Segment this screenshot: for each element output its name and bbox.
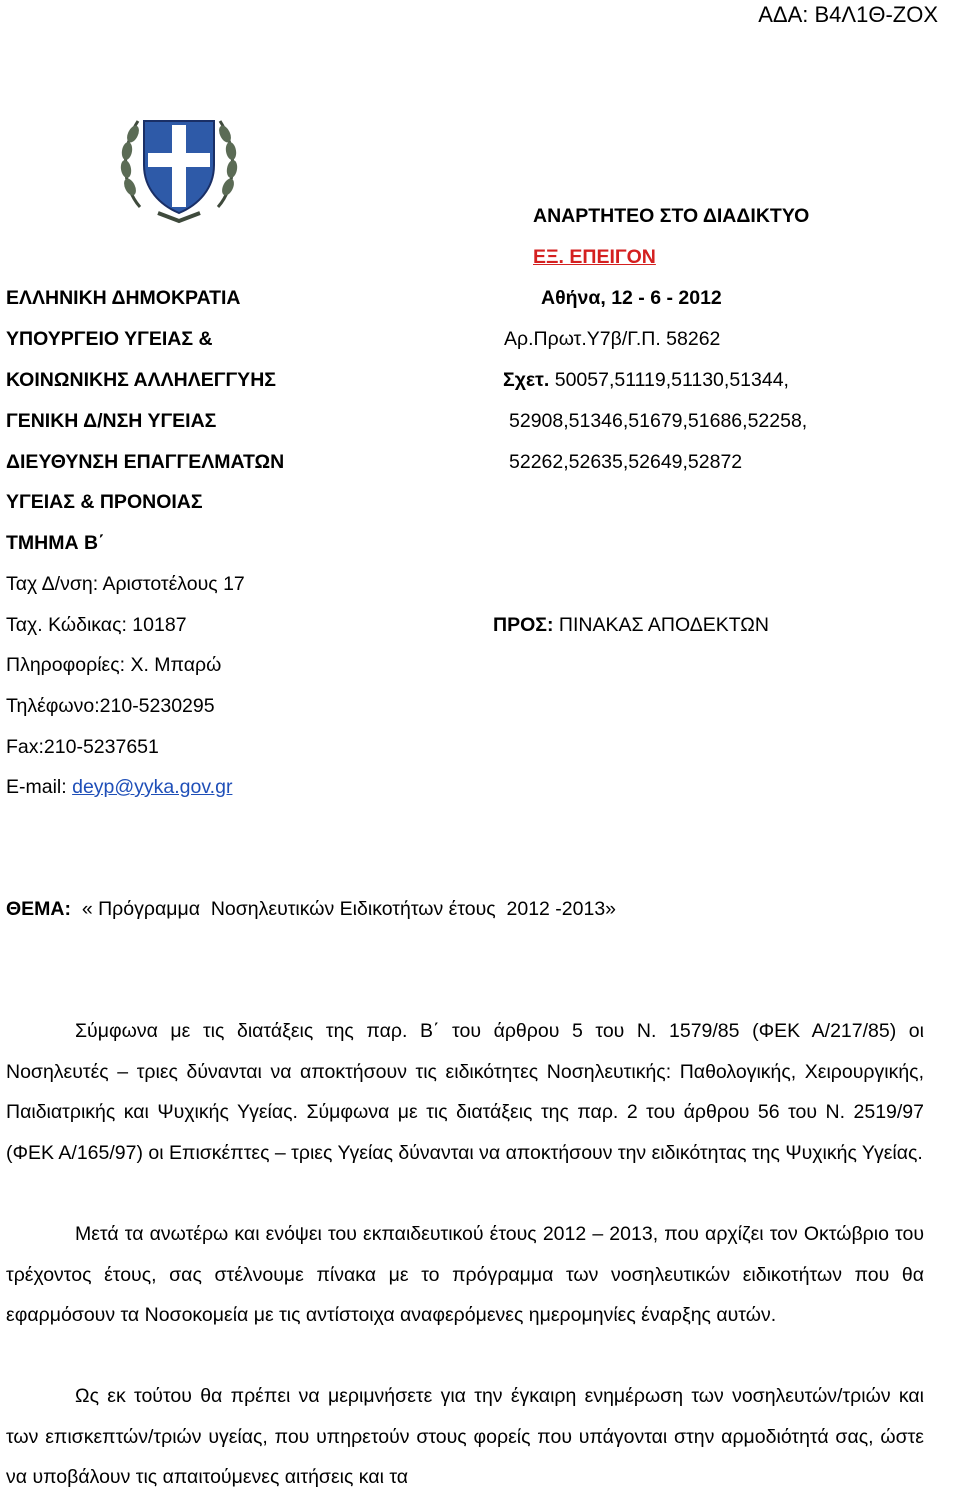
- post-online-notice: ΑΝΑΡΤΗΤΕΟ ΣΤΟ ΔΙΑΔΙΚΤΥΟ: [533, 205, 810, 227]
- sender-line-5: ΔΙΕΥΘΥΝΣΗ ΕΠΑΓΓΕΛΜΑΤΩΝ: [6, 451, 285, 473]
- body-paragraph-1: [6, 1011, 924, 1173]
- sender-phone: Τηλέφωνο:210-5230295: [6, 695, 215, 717]
- body-paragraph-3: [6, 1376, 924, 1498]
- references-line-1: [503, 369, 789, 392]
- sender-fax: Fax:210-5237651: [6, 736, 159, 758]
- sender-line-1: ΕΛΛΗΝΙΚΗ ΔΗΜΟΚΡΑΤΙΑ: [6, 287, 241, 309]
- email-link[interactable]: deyp@yyka.gov.gr: [72, 776, 233, 798]
- sender-info: Πληροφορίες: Χ. Μπαρώ: [6, 654, 222, 676]
- sender-line-3: ΚΟΙΝΩΝΙΚΗΣ ΑΛΛΗΛΕΓΓΥΗΣ: [6, 369, 276, 391]
- sender-address: Ταχ Δ/νση: Αριστοτέλους 17: [6, 573, 245, 595]
- sender-email-row: [6, 776, 232, 799]
- body-paragraph-3-text: Ως εκ τούτου θα πρέπει να μεριμνήσετε για την έγκαιρη ενημέρωση των νοσηλευτών/τριών και των επισκεπτών/τριών υγείας, που υπηρετούν στους φορείς που υπάγονται στην αρμοδιότητά σας, ώστε να υποβάλουν τις απαιτούμενες αιτήσεις και τα: [6, 1385, 924, 1488]
- references-line-2: 52908,51346,51679,51686,52258,: [509, 410, 808, 432]
- sender-postal-code: Ταχ. Κώδικας: 10187: [6, 614, 187, 636]
- sender-line-6: ΥΓΕΙΑΣ & ΠΡΟΝΟΙΑΣ: [6, 491, 203, 513]
- body-paragraph-2-text: Μετά τα ανωτέρω και ενόψει του εκπαιδευτικού έτους 2012 – 2013, που αρχίζει τον Οκτώβριο του τρέχοντος έτους, σας στέλνουμε πίνακα με το πρόγραμμα των νοσηλευτικών ειδικοτήτων που θα εφαρμόσουν τα Νοσοκομεία με τις αντίστοιχα αναφερόμενες ημερομηνίες έναρξης αυτών.: [6, 1223, 924, 1326]
- sender-line-2: ΥΠΟΥΡΓΕΙΟ ΥΓΕΙΑΣ &: [6, 328, 213, 350]
- recipients-value: ΠΙΝΑΚΑΣ ΑΠΟΔΕΚΤΩΝ: [553, 614, 769, 636]
- recipients-line: [493, 614, 769, 637]
- subject-label: ΘΕΜΑ:: [6, 898, 71, 920]
- sender-line-4: ΓΕΝΙΚΗ Δ/ΝΣΗ ΥΓΕΙΑΣ: [6, 410, 217, 432]
- references-line-3: 52262,52635,52649,52872: [509, 451, 743, 473]
- email-label: E-mail:: [6, 776, 73, 798]
- subject-line: [6, 898, 616, 921]
- document-date: Αθήνα, 12 - 6 - 2012: [541, 287, 722, 309]
- subject-text: « Πρόγραμμα Νοσηλευτικών Ειδικοτήτων έτους 2012 -2013»: [71, 898, 617, 920]
- body-paragraph-1-text: Σύμφωνα με τις διατάξεις της παρ. Β΄ του άρθρου 5 του Ν. 1579/85 (ΦΕΚ Α/217/85) οι Νοσηλευτές – τριες δύνανται να αποκτήσουν τις ειδικότητες Νοσηλευτικής: Παθολογικής, Χειρουργικής, Παιδιατρικής και Ψυχικής Υγείας. Σύμφωνα με τις διατάξεις της παρ. 2 του άρθρου 56 του Ν. 2519/97 (ΦΕΚ Α/165/97) οι Επισκέπτες – τριες Υγείας δύνανται να αποκτήσουν την ειδικότητας της Ψυχικής Υγείας.: [6, 1020, 924, 1164]
- protocol-number: Αρ.Πρωτ.Υ7β/Γ.Π. 58262: [504, 328, 721, 350]
- urgent-notice: ΕΞ. ΕΠΕΙΓΟΝ: [533, 246, 656, 268]
- sender-line-7: ΤΜΗΜΑ Β΄: [6, 532, 105, 554]
- body-paragraph-2: [6, 1214, 924, 1336]
- greek-state-emblem: [118, 97, 240, 225]
- references-label: Σχετ.: [503, 369, 550, 391]
- references-values-1: 50057,51119,51130,51344,: [549, 369, 789, 391]
- ada-code: ΑΔΑ: Β4Λ1Θ-ΖΟΧ: [758, 2, 938, 27]
- recipients-label: ΠΡΟΣ:: [493, 614, 554, 636]
